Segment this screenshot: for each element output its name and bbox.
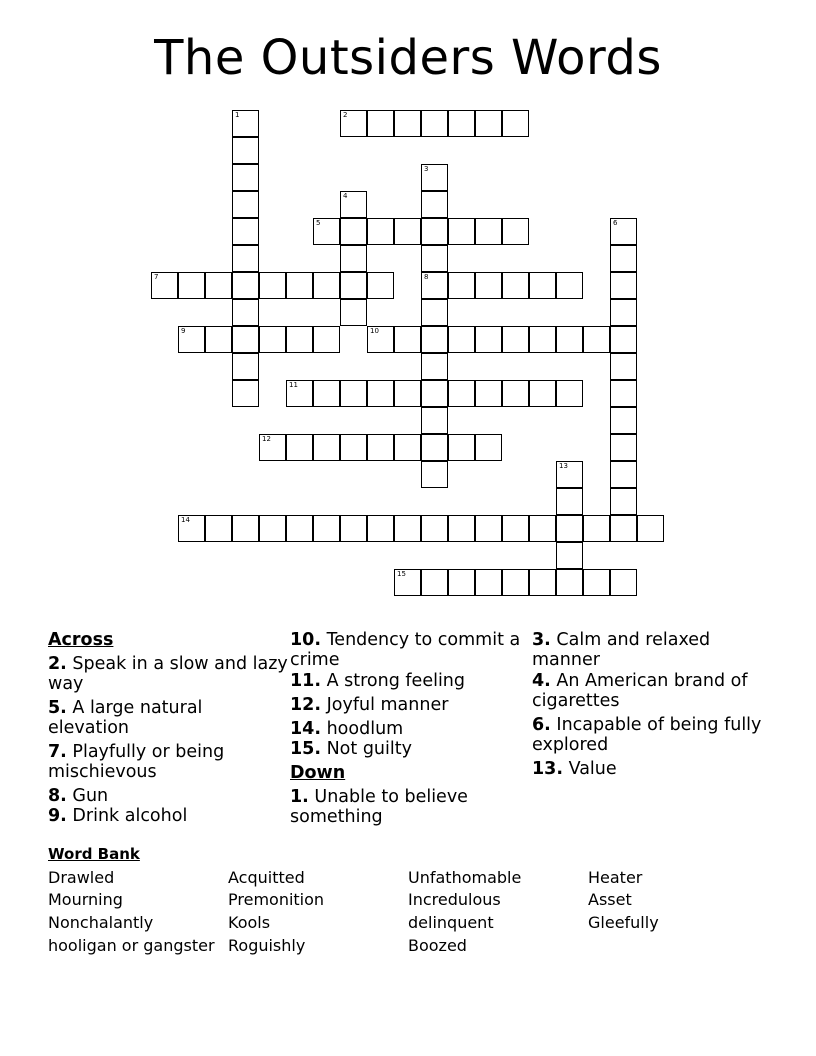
grid-cell[interactable]: [421, 272, 448, 299]
grid-cell[interactable]: [421, 326, 448, 353]
grid-cell[interactable]: [394, 380, 421, 407]
grid-cell[interactable]: [610, 461, 637, 488]
grid-cell[interactable]: [367, 434, 394, 461]
grid-cell[interactable]: [394, 326, 421, 353]
grid-cell[interactable]: [421, 515, 448, 542]
grid-cell[interactable]: [529, 326, 556, 353]
word-bank-item: Nonchalantly: [48, 913, 154, 932]
grid-cell[interactable]: [421, 569, 448, 596]
clue-number: 1: [235, 111, 240, 119]
grid-cell[interactable]: [286, 434, 313, 461]
grid-cell[interactable]: [448, 515, 475, 542]
clue-across-8: 8. Gun: [48, 786, 109, 806]
grid-cell[interactable]: [610, 326, 637, 353]
grid-cell[interactable]: [232, 191, 259, 218]
grid-cell[interactable]: [232, 137, 259, 164]
grid-cell[interactable]: [421, 110, 448, 137]
grid-cell[interactable]: [286, 380, 313, 407]
across-heading: Across: [48, 630, 114, 650]
grid-cell[interactable]: [286, 272, 313, 299]
word-bank-item: Heater: [588, 868, 643, 887]
grid-cell[interactable]: [421, 299, 448, 326]
clue-across-5: 5. A large natural elevation: [48, 698, 203, 738]
word-bank-item: Roguishly: [228, 936, 306, 955]
grid-cell[interactable]: [637, 515, 664, 542]
grid-cell[interactable]: [394, 110, 421, 137]
grid-cell[interactable]: [421, 164, 448, 191]
grid-cell[interactable]: [259, 326, 286, 353]
grid-cell[interactable]: [475, 110, 502, 137]
grid-cell[interactable]: [340, 380, 367, 407]
grid-cell[interactable]: [475, 569, 502, 596]
word-bank-item: Unfathomable: [408, 868, 522, 887]
word-bank-item: delinquent: [408, 913, 494, 932]
grid-cell[interactable]: [610, 380, 637, 407]
word-bank-item: Mourning: [48, 890, 123, 909]
grid-cell[interactable]: [421, 434, 448, 461]
grid-cell[interactable]: [556, 542, 583, 569]
grid-cell[interactable]: [394, 569, 421, 596]
clue-number: 13: [559, 462, 568, 470]
clue-number: 7: [154, 273, 159, 281]
grid-cell[interactable]: [286, 326, 313, 353]
grid-cell[interactable]: [610, 245, 637, 272]
grid-cell[interactable]: [610, 515, 637, 542]
grid-cell[interactable]: [313, 434, 340, 461]
clue-down-1: 1. Unable to believe something: [290, 787, 468, 827]
grid-cell[interactable]: [259, 515, 286, 542]
grid-cell[interactable]: [529, 272, 556, 299]
word-bank-item: Premonition: [228, 890, 325, 909]
word-bank-item: hooligan or gangster: [48, 936, 215, 955]
grid-cell[interactable]: [475, 434, 502, 461]
grid-cell[interactable]: [610, 434, 637, 461]
clues-across-part-2: [290, 630, 530, 831]
clue-across-7: 7. Playfully or being mischievous: [48, 742, 225, 782]
grid-cell[interactable]: [556, 461, 583, 488]
grid-cell[interactable]: [340, 245, 367, 272]
grid-cell[interactable]: [475, 515, 502, 542]
grid-cell[interactable]: [313, 326, 340, 353]
clues-across-part-1: [48, 630, 288, 830]
grid-cell[interactable]: [367, 272, 394, 299]
clue-across-15: 15. Not guilty: [290, 739, 412, 759]
puzzle-title: The Outsiders Words: [154, 30, 662, 86]
clue-number: 11: [289, 381, 298, 389]
grid-cell[interactable]: [205, 272, 232, 299]
clue-number: 3: [424, 165, 429, 173]
clue-across-10: 10. Tendency to commit a crime: [290, 630, 521, 670]
grid-cell[interactable]: [583, 569, 610, 596]
clue-across-9: 9. Drink alcohol: [48, 806, 188, 826]
grid-cell[interactable]: [448, 569, 475, 596]
grid-cell[interactable]: [151, 272, 178, 299]
grid-cell[interactable]: [367, 326, 394, 353]
clue-number: 5: [316, 219, 321, 227]
word-bank-item: Acquitted: [228, 868, 305, 887]
grid-cell[interactable]: [421, 461, 448, 488]
grid-cell[interactable]: [610, 353, 637, 380]
grid-cell[interactable]: [556, 380, 583, 407]
grid-cell[interactable]: [232, 299, 259, 326]
word-bank-item: Kools: [228, 913, 271, 932]
grid-cell[interactable]: [421, 245, 448, 272]
grid-cell[interactable]: [610, 218, 637, 245]
grid-cell[interactable]: [340, 272, 367, 299]
grid-cell[interactable]: [448, 380, 475, 407]
clue-number: 12: [262, 435, 271, 443]
grid-cell[interactable]: [367, 218, 394, 245]
grid-cell[interactable]: [610, 569, 637, 596]
grid-cell[interactable]: [502, 272, 529, 299]
grid-cell[interactable]: [583, 515, 610, 542]
grid-cell[interactable]: [475, 380, 502, 407]
grid-cell[interactable]: [367, 515, 394, 542]
grid-cell[interactable]: [448, 434, 475, 461]
grid-cell[interactable]: [394, 515, 421, 542]
clue-number: 4: [343, 192, 348, 200]
grid-cell[interactable]: [286, 515, 313, 542]
grid-cell[interactable]: [556, 515, 583, 542]
grid-cell[interactable]: [340, 299, 367, 326]
grid-cell[interactable]: [502, 110, 529, 137]
word-bank-item: Drawled: [48, 868, 115, 887]
grid-cell[interactable]: [502, 380, 529, 407]
grid-cell[interactable]: [340, 218, 367, 245]
grid-cell[interactable]: [421, 218, 448, 245]
grid-cell[interactable]: [610, 488, 637, 515]
grid-cell[interactable]: [529, 569, 556, 596]
clue-down-13: 13. Value: [532, 759, 617, 779]
grid-cell[interactable]: [610, 272, 637, 299]
clue-number: 9: [181, 327, 186, 335]
grid-cell[interactable]: [502, 326, 529, 353]
grid-cell[interactable]: [205, 515, 232, 542]
grid-cell[interactable]: [448, 272, 475, 299]
grid-cell[interactable]: [232, 110, 259, 137]
grid-cell[interactable]: [448, 218, 475, 245]
grid-cell[interactable]: [394, 218, 421, 245]
grid-cell[interactable]: [340, 110, 367, 137]
word-bank-title: Word Bank: [48, 845, 140, 863]
clue-number: 15: [397, 570, 406, 578]
grid-cell[interactable]: [556, 326, 583, 353]
grid-cell[interactable]: [178, 326, 205, 353]
word-bank-item: Boozed: [408, 936, 467, 955]
grid-cell[interactable]: [340, 434, 367, 461]
clue-across-14: 14. hoodlum: [290, 719, 404, 739]
clue-across-11: 11. A strong feeling: [290, 671, 466, 691]
grid-cell[interactable]: [259, 272, 286, 299]
grid-cell[interactable]: [421, 191, 448, 218]
grid-cell[interactable]: [556, 488, 583, 515]
grid-cell[interactable]: [232, 326, 259, 353]
grid-cell[interactable]: [259, 434, 286, 461]
grid-cell[interactable]: [529, 515, 556, 542]
grid-cell[interactable]: [502, 218, 529, 245]
down-heading: Down: [290, 763, 346, 783]
grid-cell[interactable]: [313, 380, 340, 407]
clue-across-12: 12. Joyful manner: [290, 695, 449, 715]
clue-down-4: 4. An American brand of cigarettes: [532, 671, 748, 711]
grid-cell[interactable]: [340, 191, 367, 218]
grid-cell[interactable]: [340, 515, 367, 542]
clue-down-3: 3. Calm and relaxed manner: [532, 630, 711, 670]
grid-cell[interactable]: [448, 110, 475, 137]
grid-cell[interactable]: [421, 380, 448, 407]
grid-cell[interactable]: [610, 299, 637, 326]
word-bank-item: Gleefully: [588, 913, 659, 932]
grid-cell[interactable]: [232, 164, 259, 191]
grid-cell[interactable]: [232, 272, 259, 299]
grid-cell[interactable]: [502, 515, 529, 542]
clue-number: 14: [181, 516, 190, 524]
clue-across-2: 2. Speak in a slow and lazy way: [48, 654, 288, 694]
clue-number: 10: [370, 327, 379, 335]
grid-cell[interactable]: [475, 272, 502, 299]
grid-cell[interactable]: [232, 353, 259, 380]
word-bank-item: Asset: [588, 890, 632, 909]
grid-cell[interactable]: [178, 515, 205, 542]
grid-cell[interactable]: [232, 515, 259, 542]
grid-cell[interactable]: [448, 326, 475, 353]
clue-down-6: 6. Incapable of being fully explored: [532, 715, 762, 755]
clue-number: 6: [613, 219, 618, 227]
clue-number: 8: [424, 273, 429, 281]
grid-cell[interactable]: [421, 407, 448, 434]
grid-cell[interactable]: [556, 569, 583, 596]
grid-cell[interactable]: [475, 218, 502, 245]
grid-cell[interactable]: [232, 380, 259, 407]
grid-cell[interactable]: [502, 569, 529, 596]
grid-cell[interactable]: [529, 380, 556, 407]
grid-cell[interactable]: [394, 434, 421, 461]
clues-down-part-2: [532, 630, 772, 783]
clue-number: 2: [343, 111, 348, 119]
grid-cell[interactable]: [421, 353, 448, 380]
grid-cell[interactable]: [313, 272, 340, 299]
grid-cell[interactable]: [583, 326, 610, 353]
grid-cell[interactable]: [205, 326, 232, 353]
grid-cell[interactable]: [232, 245, 259, 272]
grid-cell[interactable]: [313, 515, 340, 542]
grid-cell[interactable]: [367, 380, 394, 407]
grid-cell[interactable]: [610, 407, 637, 434]
grid-cell[interactable]: [367, 110, 394, 137]
grid-cell[interactable]: [178, 272, 205, 299]
grid-cell[interactable]: [232, 218, 259, 245]
grid-cell[interactable]: [475, 326, 502, 353]
grid-cell[interactable]: [556, 272, 583, 299]
grid-cell[interactable]: [313, 218, 340, 245]
word-bank-item: Incredulous: [408, 890, 501, 909]
